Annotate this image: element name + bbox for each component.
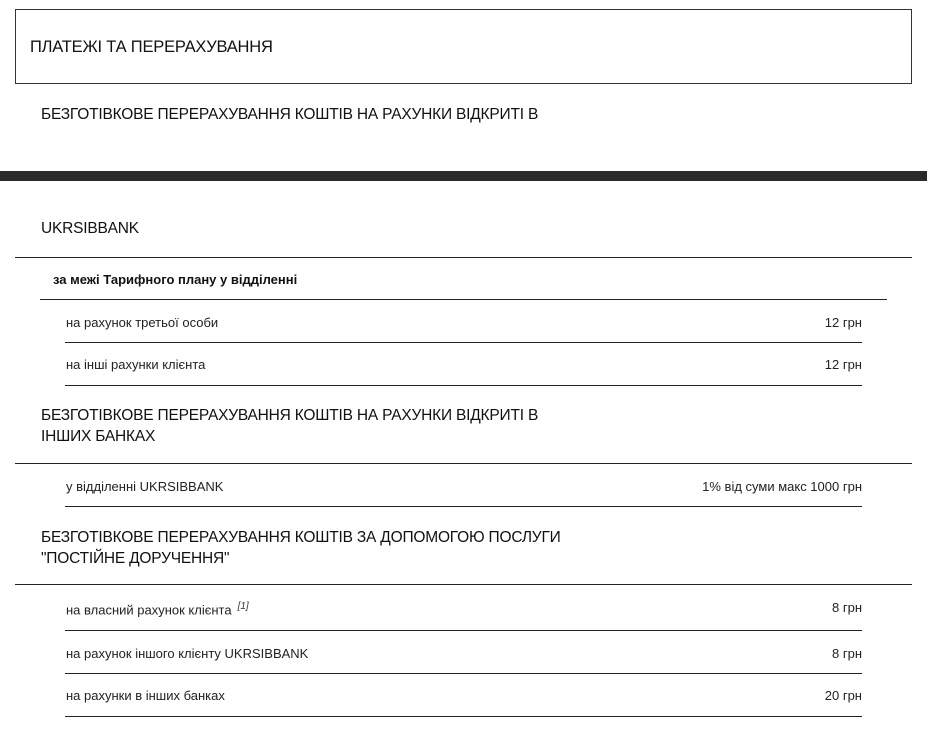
divider — [65, 716, 862, 717]
row-label-other-client: на рахунок іншого клієнту UKRSIBBANK — [66, 646, 309, 661]
row-own-account — [66, 601, 249, 617]
row-value-in-branch: 1% від суми макс 1000 грн — [702, 479, 862, 494]
section1-heading: БЕЗГОТІВКОВЕ ПЕРЕРАХУВАННЯ КОШТІВ НА РАХУНКИ ВІДКРИТІ В — [41, 106, 539, 123]
row-value-other-client: 8 грн — [832, 646, 862, 661]
divider — [65, 342, 862, 343]
row-label-other-accounts: на інші рахунки клієнта — [66, 357, 206, 372]
divider — [65, 385, 862, 386]
section-divider-bar — [0, 171, 927, 181]
bank-name-heading: UKRSIBBANK — [41, 220, 139, 237]
section3-heading: БЕЗГОТІВКОВЕ ПЕРЕРАХУВАННЯ КОШТІВ ЗА ДОПОМОГОЮ ПОСЛУГИ "ПОСТІЙНЕ ДОРУЧЕННЯ" — [41, 529, 561, 567]
divider — [15, 584, 912, 585]
row-label-other-banks: на рахунки в інших банках — [66, 688, 225, 703]
row-value-other-banks: 20 грн — [824, 688, 862, 703]
row-label-in-branch: у відділенні UKRSIBBANK — [66, 479, 224, 494]
divider — [15, 463, 912, 464]
page-title: ПЛАТЕЖІ ТА ПЕРЕРАХУВАННЯ — [30, 38, 273, 56]
subheading-beyond-tariff: за межі Тарифного плану у відділенні — [53, 272, 298, 287]
divider — [65, 506, 862, 507]
section2-heading: БЕЗГОТІВКОВЕ ПЕРЕРАХУВАННЯ КОШТІВ НА РАХУНКИ ВІДКРИТІ В ІНШИХ БАНКАХ — [41, 407, 539, 445]
row-label-third-party: на рахунок третьої особи — [66, 315, 219, 330]
footnote-link[interactable]: [1] — [237, 601, 249, 612]
divider — [65, 630, 862, 631]
row-value-other-accounts: 12 грн — [824, 357, 862, 372]
page-title-box — [15, 9, 912, 84]
divider — [15, 257, 912, 258]
divider — [65, 673, 862, 674]
row-value-own-account: 8 грн — [832, 600, 862, 615]
row-label-own-account: на власний рахунок клієнта — [66, 602, 232, 618]
divider — [40, 299, 887, 300]
row-value-third-party: 12 грн — [824, 315, 862, 330]
